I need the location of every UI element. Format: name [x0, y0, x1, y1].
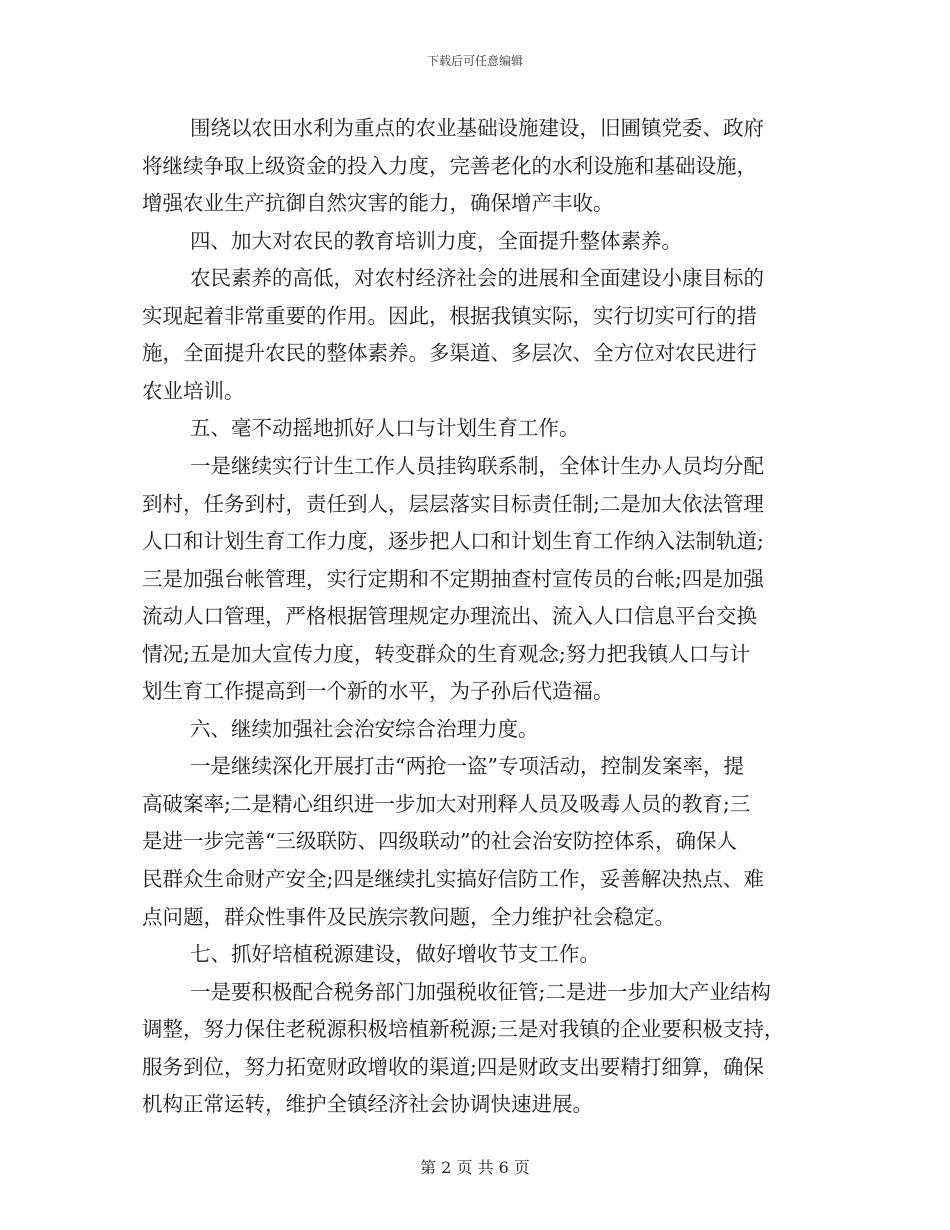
- text-line: 实现起着非常重要的作用。因此，根据我镇实际，实行切实可行的措: [142, 303, 757, 328]
- text-line: 四、加大对农民的教育培训力度，全面提升整体素养。: [190, 228, 682, 253]
- text-line: 机构正常运转，维护全镇经济社会协调快速进展。: [142, 1092, 593, 1117]
- text-line: 流动人口管理，严格根据管理规定办理流出、流入人口信息平台交换: [142, 604, 757, 629]
- text-line: 点问题，群众性事件及民族宗教问题，全力维护社会稳定。: [142, 904, 675, 929]
- text-line: 情况;五是加大宣传力度，转变群众的生育观念;努力把我镇人口与计: [142, 641, 751, 666]
- text-line: 农业培训。: [142, 378, 245, 403]
- text-line: 六、继续加强社会治安综合治理力度。: [190, 716, 539, 741]
- text-line: 五、毫不动摇地抓好人口与计划生育工作。: [190, 416, 580, 441]
- page-footer: 第 2 页 共 6 页: [420, 1158, 530, 1177]
- text-line: 划生育工作提高到一个新的水平，为子孙后代造福。: [142, 679, 614, 704]
- text-line: 围绕以农田水利为重点的农业基础设施建设，旧圃镇党委、政府: [190, 116, 764, 140]
- text-line: 到村，任务到村，责任到人，层层落实目标责任制;二是加大依法管理: [142, 491, 764, 516]
- text-line: 一是要积极配合税务部门加强税收征管;二是进一步加大产业结构: [190, 979, 771, 1004]
- text-line: 三是加强台帐管理，实行定期和不定期抽查村宣传员的台帐;四是加强: [142, 566, 764, 591]
- text-line: 调整，努力保住老税源积极培植新税源;三是对我镇的企业要积极支持，: [142, 1017, 785, 1042]
- text-line: 人口和计划生育工作力度，逐步把人口和计划生育工作纳入法制轨道;: [142, 529, 764, 554]
- page-header: 下载后可任意编辑: [426, 54, 523, 68]
- text-line: 高破案率;二是精心组织进一步加大对刑释人员及吸毒人员的教育;三: [142, 791, 751, 816]
- text-line: 施，全面提升农民的整体素养。多渠道、多层次、全方位对农民进行: [142, 341, 757, 366]
- text-line: 是进一步完善“三级联防、四级联动”的社会治安防控体系，确保人: [142, 829, 737, 854]
- text-line: 农民素养的高低，对农村经济社会的进展和全面建设小康目标的: [190, 266, 764, 291]
- text-line: 将继续争取上级资金的投入力度，完善老化的水利设施和基础设施，: [142, 153, 757, 178]
- text-line: 一是继续实行计生工作人员挂钩联系制，全体计生办人员均分配: [190, 453, 764, 478]
- text-line: 七、抓好培植税源建设，做好增收节支工作。: [190, 942, 600, 967]
- text-line: 一是继续深化开展打击“两抢一盗”专项活动，控制发案率，提: [190, 754, 744, 779]
- text-line: 服务到位，努力拓宽财政增收的渠道;四是财政支出要精打细算，确保: [142, 1054, 764, 1079]
- text-line: 民群众生命财产安全;四是继续扎实搞好信防工作，妥善解决热点、难: [142, 867, 764, 891]
- text-line: 增强农业生产抗御自然灾害的能力，确保增产丰收。: [142, 191, 614, 216]
